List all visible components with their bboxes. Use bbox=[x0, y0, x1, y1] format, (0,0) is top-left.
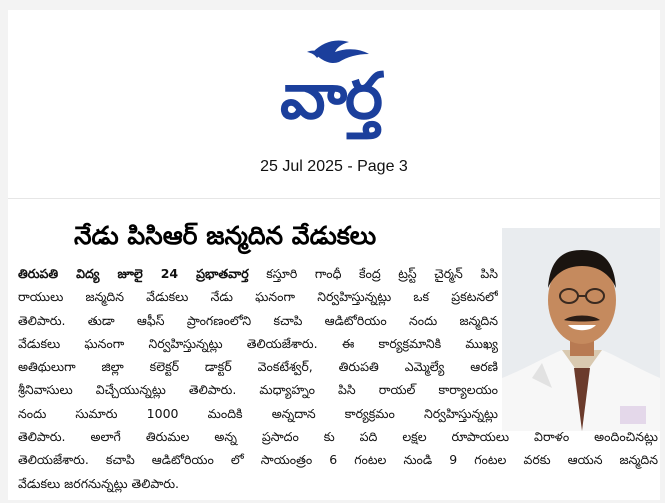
article-line: అతిథులుగా జిల్లా కలెక్టర్ డాక్టర్ వెంకటేశ్వర్, తిరుపతి ఎమ్మెల్యే ఆరణి bbox=[18, 359, 498, 375]
article-line: శ్రీనివాసులు విచ్చేయున్నట్లు తెలిపారు. మధ్యాహ్నం పిసి రాయల్ కార్యాలయం bbox=[18, 382, 498, 398]
article-line: తెలియజేశారు. కచాపి ఆడిటోరియం లో సాయంత్రం 6 గంటల నుండి 9 గంటల వరకు ఆయన జన్మదిన bbox=[18, 452, 658, 468]
article-headline: నేడు పిసిఆర్ జన్మదిన వేడుకలు bbox=[74, 221, 377, 250]
article-line: రాయులు జన్మదిన వేడుకలు నేడు ఘనంగా నిర్వహిస్తున్నట్లు ఒక ప్రకటనలో bbox=[18, 289, 498, 305]
article-line: తెలిపారు. తుడా ఆఫీస్ ప్రాంగణంలోని కచాపి ఆడిటోరియం నందు జన్మదిన bbox=[18, 312, 498, 328]
article-lead: తిరుపతి విద్య జూలై 24 ప్రభాతవార్త bbox=[18, 266, 249, 281]
dateline: 25 Jul 2025 - Page 3 bbox=[260, 158, 408, 175]
article-line: వేడుకలు ఘనంగా నిర్వహిస్తున్నట్లు తెలియజేశారు. ఈ కార్యక్రమానికి ముఖ్య bbox=[18, 335, 498, 351]
divider bbox=[8, 198, 660, 199]
article-line: తిరుపతి విద్య జూలై 24 ప్రభాతవార్త కస్తూరి గాంధీ కేంద్ర ట్రస్ట్ చైర్మన్ పిసి bbox=[18, 266, 498, 281]
masthead-logo bbox=[213, 24, 448, 144]
logo-text: వార్త bbox=[279, 60, 382, 134]
newspaper-clipping bbox=[8, 10, 660, 500]
article-line: నందు సుమారు 1000 మందికి అన్నదాన కార్యక్రమం నిర్వహిస్తున్నట్లు bbox=[18, 405, 498, 421]
article-line: తెలిపారు. అలాగే తిరుమల అన్న ప్రసాదం కు పది లక్షల రూపాయలు విరాళం అందించినట్లు bbox=[18, 429, 658, 445]
article-body bbox=[18, 262, 658, 495]
article-line: వేడుకలు జరగనున్నట్లు తెలిపారు. bbox=[18, 475, 180, 491]
